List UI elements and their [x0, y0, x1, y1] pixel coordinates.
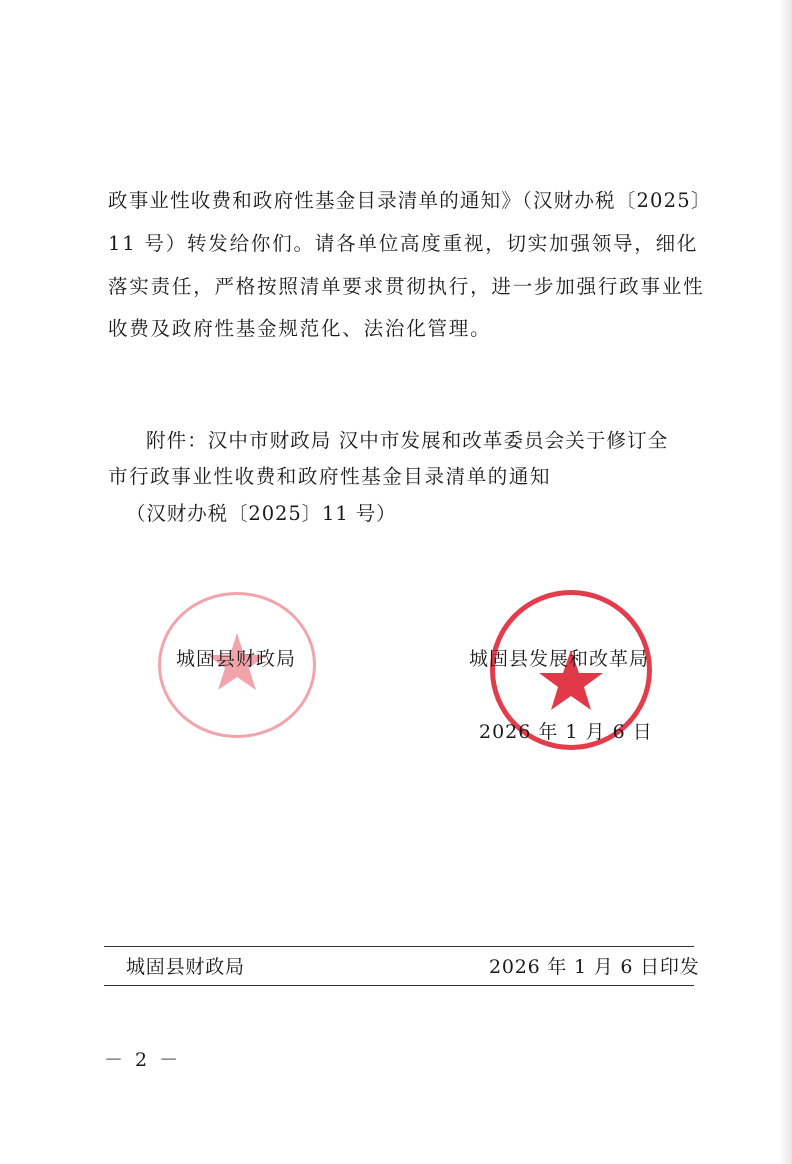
signature-date: 2026 年 1 月 6 日 [479, 721, 653, 743]
page-number: － 2 － [104, 1049, 182, 1071]
signature-finance: 城固县财政局 [176, 648, 297, 670]
footer-issue-date: 2026 年 1 月 6 日印发 [489, 956, 700, 978]
scan-edge-shadow [778, 0, 792, 1164]
body-line-1: 政事业性收费和政府性基金目录清单的通知》（汉财办税〔2025〕 [108, 189, 712, 212]
body-line-3: 落实责任，严格按照清单要求贯彻执行，进一步加强行政事业性 [108, 275, 705, 298]
footer-rule-bottom [104, 985, 694, 986]
attachment-line-2: 市行政事业性收费和政府性基金目录清单的通知 [108, 465, 552, 488]
attachment-line-3: （汉财办税〔2025〕11 号） [126, 502, 397, 525]
footer-rule-top [104, 946, 694, 947]
body-line-4: 收费及政府性基金规范化、法治化管理。 [108, 317, 492, 340]
body-line-2: 11 号）转发给你们。请各单位高度重视，切实加强领导，细化 [108, 232, 699, 255]
attachment-line-1: 附件：汉中市财政局 汉中市发展和改革委员会关于修订全 [146, 429, 669, 452]
signature-drc: 城固县发展和改革局 [469, 648, 650, 670]
footer-issuer: 城固县财政局 [126, 956, 245, 978]
